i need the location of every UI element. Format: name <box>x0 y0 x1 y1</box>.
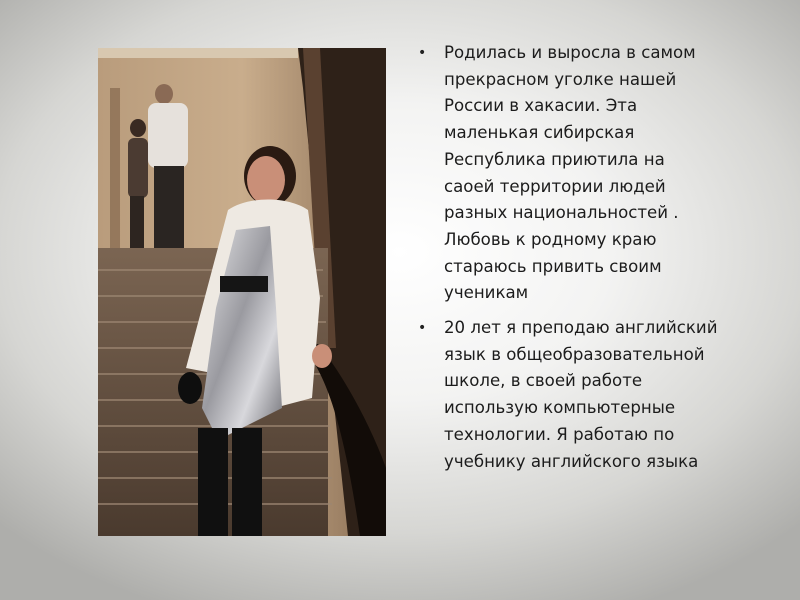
bullet-1-line-3: России в хакасии. Эта <box>444 96 638 116</box>
bullet-marker-2: • <box>418 320 427 337</box>
bullet-2-line-2: язык в общеобразовательной <box>444 344 705 364</box>
bullet-2-line-1: 20 лет я преподаю английский <box>444 318 718 338</box>
photo-illustration <box>98 48 386 536</box>
bullet-2-line-5: технологии. Я работаю по <box>444 424 675 444</box>
bullet-marker-1: • <box>418 45 427 61</box>
bullet-list <box>412 40 762 483</box>
bullet-1-line-6: саоей территории людей <box>444 176 666 196</box>
bullet-item-1 <box>412 40 762 307</box>
bullet-1-line-9: стараюсь привить своим <box>444 256 662 276</box>
bullet-1-line-10: ученикам <box>444 283 529 303</box>
bullet-1-line-1: Родилась и выросла в самом <box>444 43 696 62</box>
bullet-1-line-5: Республика приютила на <box>444 149 665 169</box>
bullet-1-line-7: разных национальностей . <box>444 203 679 223</box>
photo-woman-on-staircase <box>98 48 386 536</box>
bullet-2-line-4: использую компьютерные <box>444 398 676 418</box>
bullet-1-line-4: маленькая сибирская <box>444 123 635 143</box>
bullet-1-line-8: Любовь к родному краю <box>444 229 657 249</box>
bullet-2-line-6: учебнику английского языка <box>444 451 699 471</box>
bullet-item-2 <box>412 315 762 475</box>
bullet-2-line-3: школе, в своей работе <box>444 371 643 391</box>
bullet-1-line-2: прекрасном уголке нашей <box>444 69 677 89</box>
